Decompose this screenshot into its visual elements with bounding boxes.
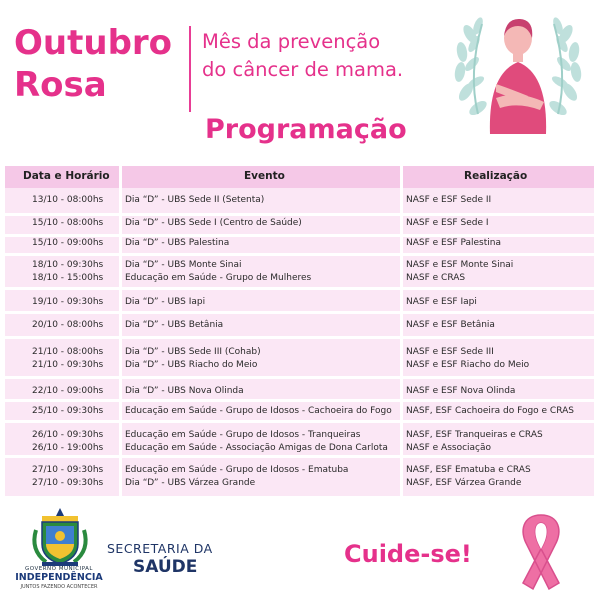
subtitle — [202, 28, 403, 84]
row-separator — [5, 287, 594, 290]
cell-date: 18/10 - 09:30hs 18/10 - 15:00hs — [32, 260, 104, 283]
cell-date: 26/10 - 09:30hs 26/10 - 19:00hs — [32, 430, 104, 453]
cell-event: Dia “D” - UBS Sede III (Cohab) Dia “D” - UBS Riacho do Meio — [125, 347, 261, 370]
header-org: Realização — [464, 170, 528, 182]
cell-date: 20/10 - 08:00hs — [32, 320, 104, 330]
cell-org: NASF, ESF Ematuba e CRAS NASF, ESF Várzea Grande — [406, 465, 531, 488]
cell-date: 15/10 - 09:00hs — [32, 238, 104, 248]
cell-event: Dia “D” - UBS Nova Olinda — [125, 386, 244, 396]
gov-line-3: JUNTOS FAZENDO ACONTECER — [20, 584, 98, 590]
cell-event: Dia “D” - UBS Monte Sinai Educação em Saúde - Grupo de Mulheres — [125, 260, 312, 283]
row-separator — [5, 420, 594, 423]
cell-event: Educação em Saúde - Grupo de Idosos - Cachoeira do Fogo — [125, 406, 392, 416]
cell-date: 15/10 - 08:00hs — [32, 218, 104, 228]
gov-line-1: GOVERNO MUNICIPAL — [24, 566, 93, 572]
cell-org: NASF e ESF Sede I — [406, 218, 489, 228]
cell-date: 25/10 - 09:30hs — [32, 406, 104, 416]
woman-with-laurel-icon — [448, 4, 588, 142]
header-divider — [189, 26, 191, 112]
header-event: Evento — [244, 170, 285, 182]
title-line-1: Outubro — [14, 23, 173, 63]
cell-org: NASF, ESF Tranqueiras e CRAS NASF e Associação — [406, 430, 543, 453]
title-line-2: Rosa — [14, 65, 107, 105]
cell-date: 22/10 - 09:00hs — [32, 386, 104, 396]
cell-event: Educação em Saúde - Grupo de Idosos - Ematuba Dia “D” - UBS Várzea Grande — [125, 465, 349, 488]
slogan: Cuide-se! — [344, 540, 472, 568]
cell-org: NASF e ESF Betânia — [406, 320, 495, 330]
row-separator — [5, 213, 594, 216]
cell-date: 27/10 - 09:30hs 27/10 - 09:30hs — [32, 465, 104, 488]
secretaria-line-1: SECRETARIA DA — [107, 541, 213, 556]
cell-org: NASF e ESF Monte Sinai NASF e CRAS — [406, 260, 514, 283]
secretaria-line-2: SAÚDE — [133, 557, 198, 577]
header-date: Data e Horário — [23, 170, 110, 182]
cell-org: NASF, ESF Cachoeira do Fogo e CRAS — [406, 406, 574, 416]
cell-org: NASF e ESF Palestina — [406, 238, 501, 248]
row-separator — [5, 311, 594, 314]
pink-ribbon-icon — [503, 509, 579, 595]
cell-event: Dia “D” - UBS Iapi — [125, 297, 206, 307]
cell-date: 13/10 - 08:00hs — [32, 195, 104, 205]
gov-line-2: INDEPENDÊNCIA — [15, 572, 103, 583]
cell-org: NASF e ESF Sede II — [406, 195, 492, 205]
cell-org: NASF e ESF Iapi — [406, 297, 477, 307]
subtitle-line-1: Mês da prevenção — [202, 30, 381, 53]
row-separator — [5, 455, 594, 458]
section-title: Programação — [205, 114, 407, 145]
cell-org: NASF e ESF Nova Olinda — [406, 386, 516, 396]
cell-org: NASF e ESF Sede III NASF e ESF Riacho do Meio — [406, 347, 530, 370]
cell-event: Dia “D” - UBS Sede I (Centro de Saúde) — [125, 218, 302, 228]
cell-date: 19/10 - 09:30hs — [32, 297, 104, 307]
cell-event: Educação em Saúde - Grupo de Idosos - Tranqueiras Educação em Saúde - Associação Amigas de Dona Carlota — [125, 430, 388, 453]
cell-date: 21/10 - 08:00hs 21/10 - 09:30hs — [32, 347, 104, 370]
cell-event: Dia “D” - UBS Betânia — [125, 320, 224, 330]
row-separator — [5, 376, 594, 379]
row-separator — [5, 399, 594, 402]
row-separator — [5, 336, 594, 339]
cell-event: Dia “D” - UBS Palestina — [125, 238, 230, 248]
subtitle-line-2: do câncer de mama. — [202, 58, 404, 81]
cell-event: Dia “D” - UBS Sede II (Setenta) — [125, 195, 265, 205]
schedule-table — [5, 166, 594, 496]
page-title — [14, 22, 172, 106]
row-separator — [5, 253, 594, 256]
